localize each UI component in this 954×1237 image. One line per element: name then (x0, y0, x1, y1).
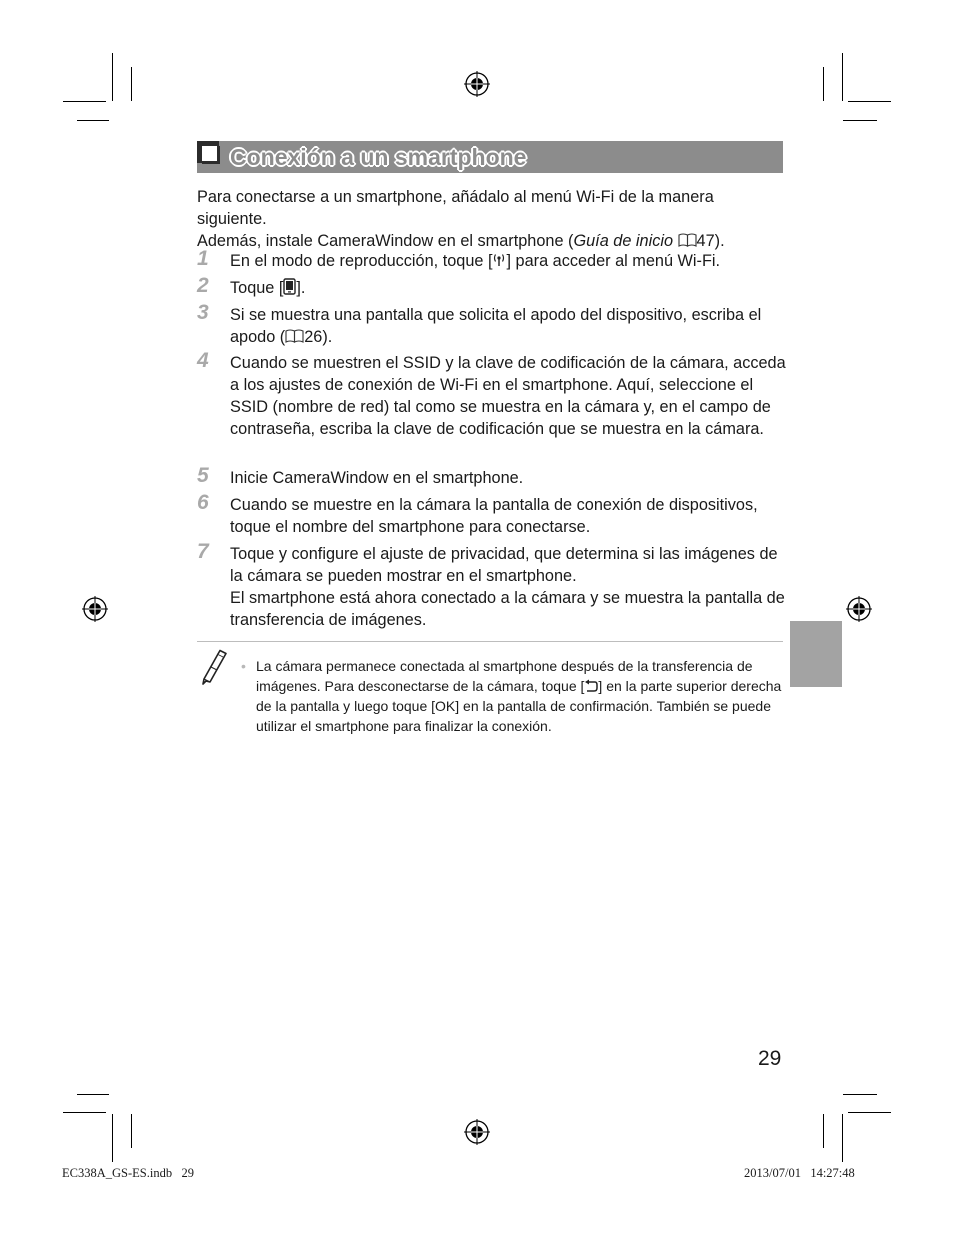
step-text: Cuando se muestre en la cámara la pantalla de conexión de dispositivos, toque el nombre del smartphone para conectarse. (230, 496, 758, 536)
crop-mark (843, 1094, 877, 1095)
crop-mark (843, 120, 877, 121)
book-icon (285, 329, 304, 343)
footer-file-info: EC338A_GS-ES.indb 29 (62, 1166, 194, 1180)
crop-mark (848, 1112, 891, 1113)
registration-mark-icon (464, 71, 490, 97)
crop-mark (77, 120, 109, 121)
page-reference: 47 (696, 232, 715, 250)
crop-mark (63, 101, 106, 102)
crop-mark (112, 53, 113, 101)
step-text: Cuando se muestren el SSID y la clave de codificación de la cámara, acceda a los ajustes de conexión de Wi-Fi en el smartphone. Aquí, seleccione el SSID (nombre de red) tal como se muestra en la cámara y, en el campo de contraseña, escriba la clave de codificación que se muestra en la cámara. (230, 354, 786, 438)
registration-mark-icon (846, 596, 872, 622)
book-icon (678, 233, 697, 247)
intro-line-1: Para conectarse a un smartphone, añádalo al menú Wi-Fi de la manera siguiente. (197, 188, 714, 228)
crop-mark (848, 101, 891, 102)
step-text-part: ). (322, 328, 333, 346)
registration-mark-icon (82, 596, 108, 622)
wifi-icon (492, 252, 506, 268)
step-text-part: En el modo de reproducción, toque [ (230, 252, 493, 270)
step-text (230, 250, 786, 272)
step-text-part: Toque y configure el ajuste de privacidad, que determina si las imágenes de la cámara se pueden mostrar en el smartphone. (230, 545, 778, 585)
header-square-inner (202, 146, 220, 164)
crop-mark (823, 67, 824, 101)
step-text (230, 304, 786, 348)
note-text (256, 656, 783, 736)
step-number: 4 (197, 349, 209, 372)
intro-line-2-end: ). (714, 232, 725, 250)
step-text-part: ] para acceder al menú Wi-Fi. (506, 252, 721, 270)
side-tab (790, 621, 842, 687)
step-number: 6 (197, 491, 209, 514)
intro-line-2 (197, 230, 783, 252)
crop-mark (63, 1112, 106, 1113)
crop-mark (842, 1114, 843, 1162)
step-number: 7 (197, 540, 209, 563)
crop-mark (823, 1114, 824, 1148)
step-text-part: ]. (296, 279, 306, 297)
crop-mark (131, 1114, 132, 1148)
crop-mark (131, 67, 132, 101)
guide-reference: Guía de inicio (573, 232, 678, 250)
intro-line-2-text: Además, instale CameraWindow en el smartphone ( (197, 232, 574, 250)
step-text (230, 543, 786, 631)
step-text-part: Si se muestra una pantalla que solicita el apodo del dispositivo, escriba el apodo ( (230, 306, 762, 346)
crop-mark (842, 53, 843, 101)
note-text-part: La cámara permanece conectada al smartphone después de la transferencia de imágenes. Para desconectarse de la cámara, toque [ (256, 658, 753, 694)
step-text (230, 277, 786, 299)
step-result-text: El smartphone está ahora conectado a la cámara y se muestra la pantalla de transferencia de imágenes. (230, 589, 785, 629)
crop-mark (112, 1114, 113, 1162)
crop-mark (77, 1094, 109, 1095)
divider (197, 641, 783, 642)
step-number: 3 (197, 301, 209, 324)
intro-paragraph (197, 186, 783, 252)
note-bullet: • (241, 658, 246, 674)
step-number: 5 (197, 464, 209, 487)
back-arrow-icon (584, 679, 598, 693)
note-text-part: ] en la parte superior derecha de la pantalla y luego toque [OK] en la pantalla de confirmación. También se puede utilizar el smartphone para finalizar la conexión. (256, 678, 782, 734)
step-number: 1 (197, 247, 209, 270)
footer-timestamp: 2013/07/01 14:27:48 (744, 1166, 855, 1180)
registration-mark-icon (464, 1119, 490, 1145)
smartphone-icon (283, 278, 296, 295)
step-text-part: Toque [ (230, 279, 284, 297)
step-text: Inicie CameraWindow en el smartphone. (230, 469, 524, 487)
page-reference: 26 (304, 328, 323, 346)
pencil-icon (198, 648, 228, 686)
step-number: 2 (197, 274, 209, 297)
section-title: Conexión a un smartphone (230, 144, 527, 170)
page-number: 29 (758, 1047, 782, 1070)
